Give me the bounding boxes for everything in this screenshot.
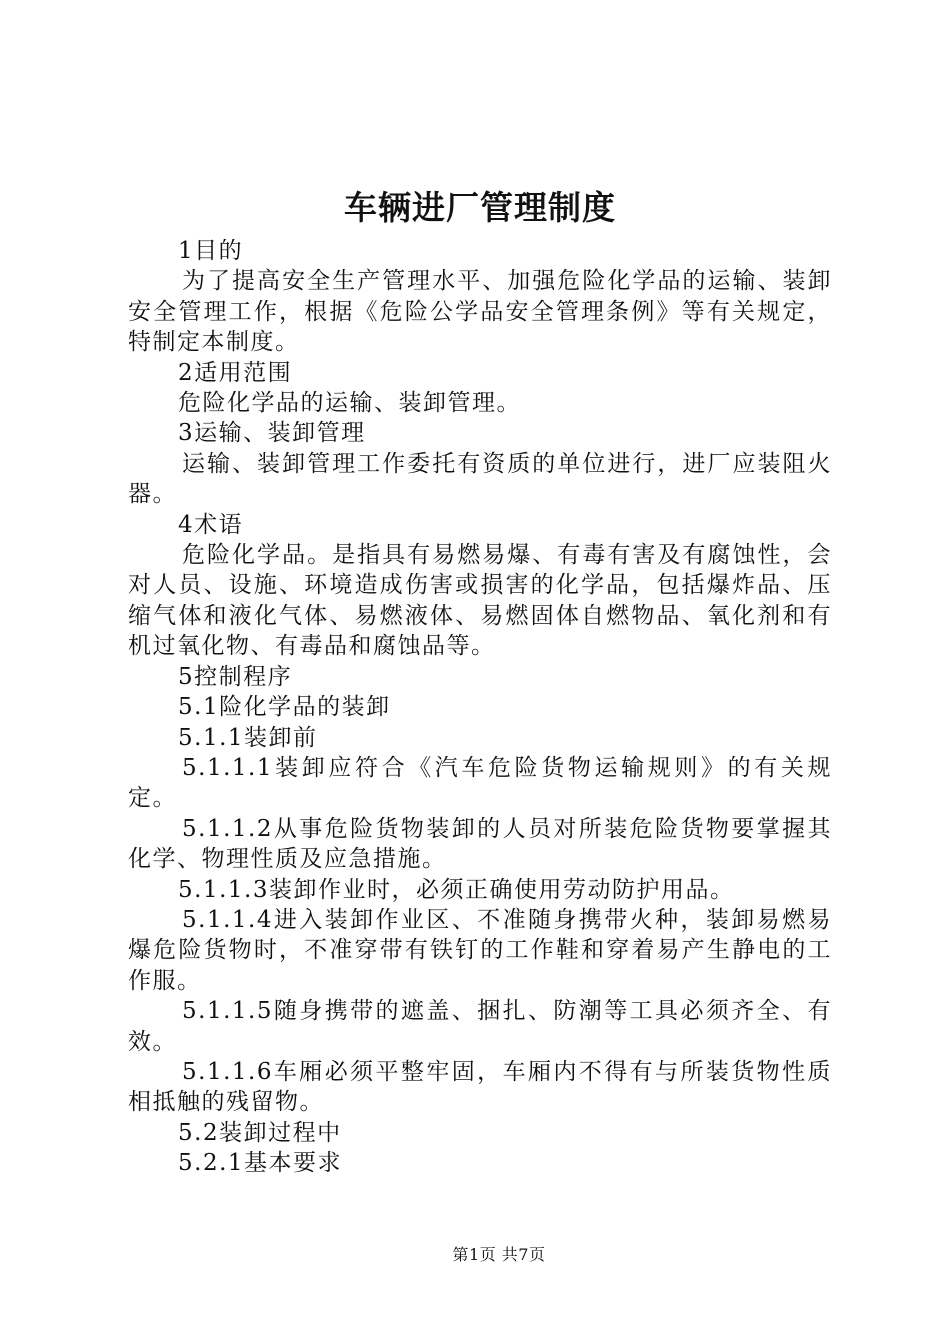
paragraph: 5.1.1.3装卸作业时，必须正确使用劳动防护用品。 [178,876,735,903]
paragraph: 运输、装卸管理工作委托有资质的单位进行，进厂应装阻火器。 [128,450,832,508]
page-title: 车辆进厂管理制度 [344,188,616,227]
paragraph: 1目的 [178,238,244,264]
paragraph: 危险化学品的运输、装卸管理。 [178,390,521,417]
paragraph: 4术语 [178,511,244,538]
paragraph: 3运输、装卸管理 [178,420,366,447]
document-body [128,236,832,1179]
paragraph: 2适用范围 [178,359,293,386]
paragraph: 5控制程序 [178,663,293,690]
paragraph: 5.1.1.6车厢必须平整牢固，车厢内不得有与所装货物性质相抵触的残留物。 [128,1058,832,1116]
paragraph: 5.1.1.5随身携带的遮盖、捆扎、防潮等工具必须齐全、有效。 [128,998,832,1055]
paragraph: 5.1.1装卸前 [178,724,318,751]
paragraph: 5.1险化学品的装卸 [178,694,391,721]
paragraph: 5.1.1.1装卸应符合《汽车危险货物运输规则》的有关规定。 [128,754,832,812]
paragraph: 5.2装卸过程中 [178,1119,342,1146]
paragraph: 为了提高安全生产管理水平、加强危险化学品的运输、装卸安全管理工作，根据《危险公学品安全管理条例》等有关规定，特制定本制度。 [128,268,832,356]
page-footer: 第1页 共7页 [452,1245,546,1264]
paragraph: 5.1.1.2从事危险货物装卸的人员对所装危险货物要掌握其化学、物理性质及应急措施。 [128,815,832,873]
paragraph: 5.1.1.4进入装卸作业区、不准随身携带火种，装卸易燃易爆危险货物时，不准穿带有铁钉的工作鞋和穿着易产生静电的工作服。 [128,906,832,994]
paragraph: 5.2.1基本要求 [178,1150,343,1177]
paragraph: 危险化学品。是指具有易燃易爆、有毒有害及有腐蚀性，会对人员、设施、环境造成伤害或损害的化学品，包括爆炸品、压缩气体和液化气体、易燃液体、易燃固体自燃物品、氧化剂和有机过氧化物、有毒品和腐蚀品等。 [128,542,832,660]
